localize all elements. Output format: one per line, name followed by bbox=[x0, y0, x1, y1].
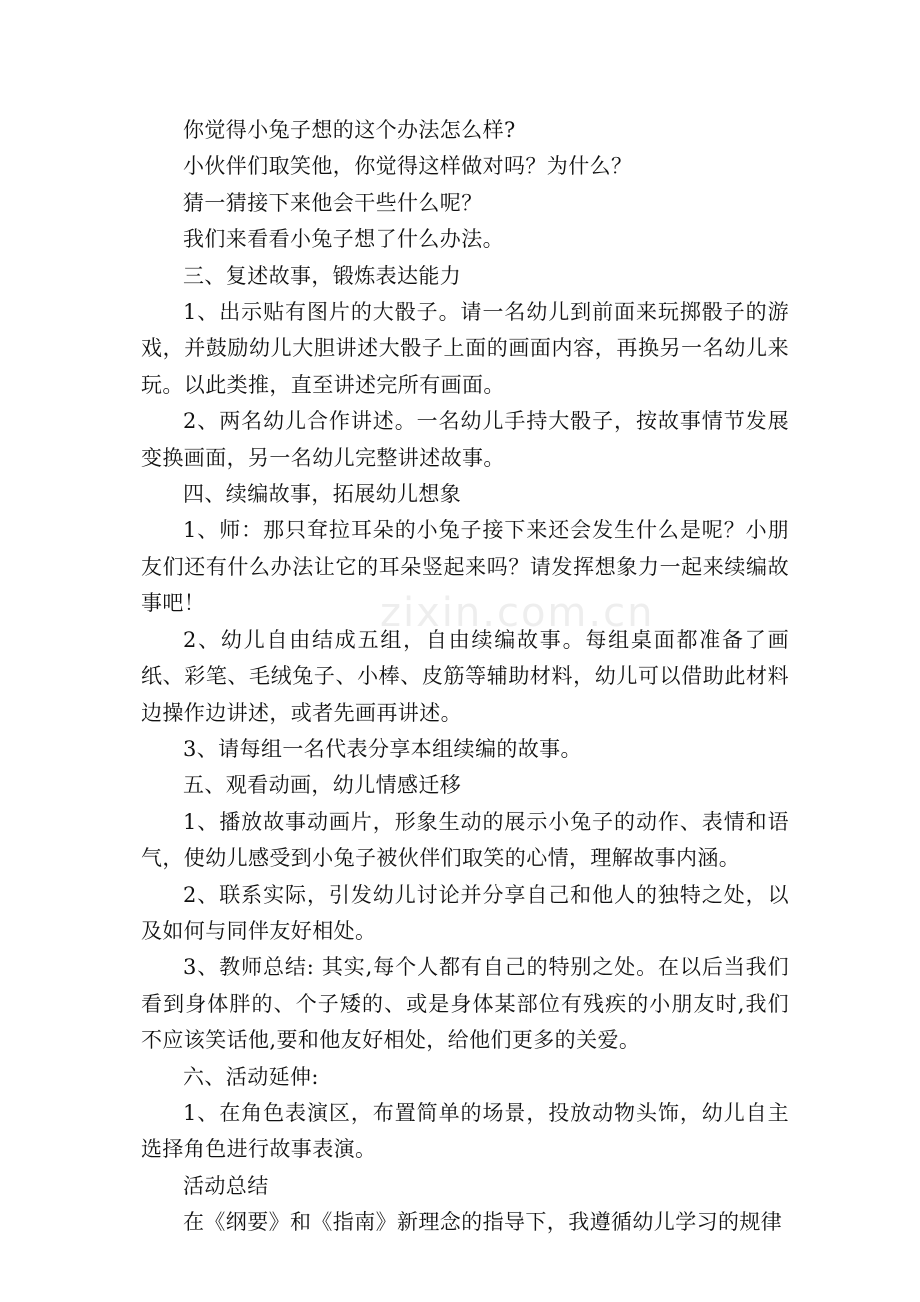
summary-heading: 活动总结 bbox=[183, 1173, 269, 1198]
section-heading-4: 四、续编故事，拓展幼儿想象 bbox=[183, 482, 462, 507]
paragraph-question-laugh: 小伙伴们取笑他，你觉得这样做对吗？为什么？ bbox=[183, 154, 633, 179]
paragraph-5-3: 3、教师总结: 其实,每个人都有自己的特别之处。在以后当我们看到身体胖的、个子矮的、或是身体某部位有残疾的小朋友时,我们不应该笑话他,要和他友好相处，给他们更多的关爱。 bbox=[141, 955, 789, 1053]
watermark: zixin.com.cn bbox=[380, 590, 655, 636]
paragraph-4-3: 3、请每组一名代表分享本组续编的故事。 bbox=[183, 736, 582, 761]
document-body bbox=[141, 112, 789, 1241]
paragraph-6-1: 1、在角色表演区，布置简单的场景，投放动物头饰，幼儿自主选择角色进行故事表演。 bbox=[141, 1100, 789, 1162]
paragraph-3-1: 1、出示贴有图片的大骰子。请一名幼儿到前面来玩掷骰子的游戏，并鼓励幼儿大胆讲述大骰子上面的画面内容，再换另一名幼儿来玩。以此类推，直至讲述完所有画面。 bbox=[141, 300, 789, 397]
paragraph-5-1: 1、播放故事动画片，形象生动的展示小兔子的动作、表情和语气，使幼儿感受到小兔子被伙伴们取笑的心情，理解故事内涵。 bbox=[141, 809, 789, 871]
paragraph-5-2: 2、联系实际，引发幼儿讨论并分享自己和他人的独特之处，以及如何与同伴友好相处。 bbox=[141, 882, 789, 943]
paragraph-look-method: 我们来看看小兔子想了什么办法。 bbox=[183, 227, 504, 252]
paragraph-4-1: 1、师：那只耷拉耳朵的小兔子接下来还会发生什么是呢？小朋友们还有什么办法让它的耳朵竖起来吗？请发挥想象力一起来续编故事吧！ bbox=[141, 518, 789, 616]
paragraph-4-2: 2、幼儿自由结成五组，自由续编故事。每组桌面都准备了画纸、彩笔、毛绒兔子、小棒、皮筋等辅助材料，幼儿可以借助此材料边操作边讲述，或者先画再讲述。 bbox=[141, 627, 789, 725]
section-heading-3: 三、复述故事，锻炼表达能力 bbox=[183, 263, 462, 288]
paragraph-3-2: 2、两名幼儿合作讲述。一名幼儿手持大骰子，按故事情节发展变换画面，另一名幼儿完整讲述故事。 bbox=[141, 409, 789, 470]
paragraph-question-method: 你觉得小兔子想的这个办法怎么样? bbox=[183, 118, 516, 142]
section-heading-5: 五、观看动画，幼儿情感迁移 bbox=[183, 773, 462, 798]
section-heading-6: 六、活动延伸: bbox=[183, 1064, 319, 1089]
summary-paragraph: 在《纲要》和《指南》新理念的指导下，我遵循幼儿学习的规律 bbox=[183, 1210, 783, 1235]
paragraph-question-guess: 猜一猜接下来他会干些什么呢？ bbox=[183, 190, 483, 215]
